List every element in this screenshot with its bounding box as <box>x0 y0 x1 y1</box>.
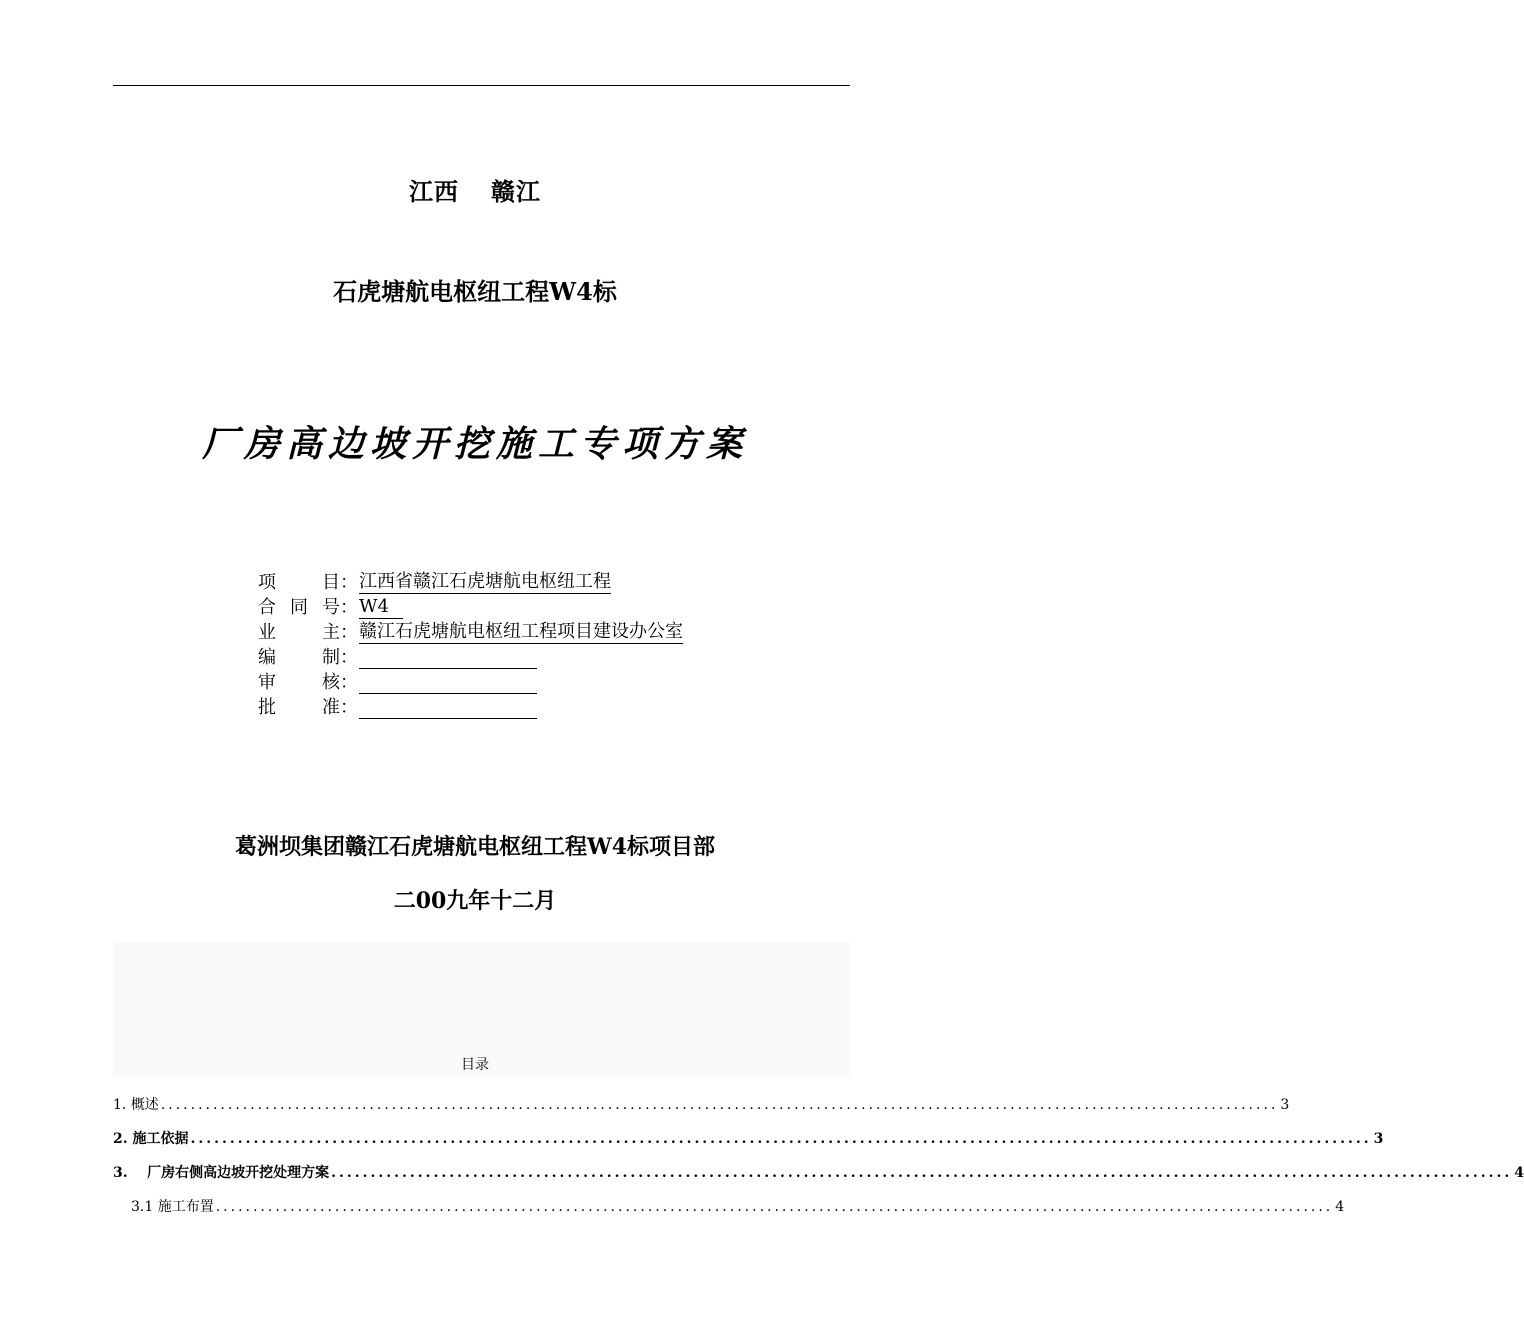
toc-entry[interactable] <box>113 1162 1524 1196</box>
project-title: 石虎塘航电枢纽工程W4标 <box>333 277 617 306</box>
region-river: 赣江 <box>491 177 541 206</box>
document-title: 厂房高边坡开挖施工专项方案 <box>201 423 748 465</box>
company-name: 葛洲坝集团赣江石虎塘航电枢纽工程W4标项目部 <box>234 834 716 860</box>
toc-number: 2. <box>113 1131 128 1147</box>
info-row-project <box>258 570 683 595</box>
toc-page: 4 <box>1514 1165 1524 1181</box>
toc-number: 3. <box>113 1165 128 1181</box>
info-row-contract <box>258 595 683 620</box>
toc-leader-dots: ...................................................................................................................................................... <box>160 1097 1279 1113</box>
info-value-owner: 赣江石虎塘航电枢纽工程项目建设办公室 <box>359 621 683 642</box>
document-date: 二00九年十二月 <box>393 888 557 914</box>
info-colon: ： <box>340 697 358 718</box>
header-rule <box>113 85 850 86</box>
toc-number: 1. <box>113 1097 127 1113</box>
region-heading <box>0 172 950 207</box>
toc-entry[interactable] <box>113 1094 1290 1128</box>
info-colon: ： <box>340 672 358 693</box>
toc-title: 概述 <box>130 1097 159 1113</box>
info-value-project: 江西省赣江石虎塘航电枢纽工程 <box>359 571 611 592</box>
info-row-reviewed <box>258 670 683 695</box>
info-row-owner <box>258 620 683 645</box>
region-province: 江西 <box>409 177 459 206</box>
toc-page: 3 <box>1280 1097 1290 1113</box>
info-block <box>258 570 683 720</box>
info-label: 业主 <box>258 622 340 643</box>
toc-leader-dots: ...................................................................................................................................................... <box>190 1131 1372 1147</box>
info-colon: ： <box>340 647 358 668</box>
table-of-contents <box>113 1094 1524 1230</box>
toc-title: 施工依据 <box>132 1131 189 1147</box>
toc-leader-dots: ...................................................................................................................................................... <box>215 1199 1334 1215</box>
info-colon: ： <box>340 597 358 618</box>
toc-leader-dots: ...................................................................................................................................................... <box>331 1165 1513 1181</box>
info-value-contract: W4 <box>359 596 403 619</box>
toc-heading: 目录 <box>461 1057 489 1073</box>
info-label: 审核 <box>258 672 340 693</box>
toc-page: 4 <box>1335 1199 1345 1215</box>
info-row-prepared <box>258 645 683 670</box>
toc-number: 3.1 <box>131 1199 154 1215</box>
toc-page: 3 <box>1373 1131 1384 1147</box>
info-colon: ： <box>340 622 358 643</box>
info-colon: ： <box>340 572 358 593</box>
info-label: 编制 <box>258 647 340 668</box>
info-label: 项目 <box>258 572 340 593</box>
info-label: 合同号 <box>258 597 340 618</box>
info-value-prepared <box>359 646 537 669</box>
info-value-approved <box>359 696 537 719</box>
info-row-approved <box>258 695 683 720</box>
toc-entry[interactable] <box>113 1196 1345 1230</box>
toc-title: 施工布置 <box>157 1199 214 1215</box>
info-label: 批准 <box>258 697 340 718</box>
toc-title: 厂房右侧高边坡开挖处理方案 <box>147 1165 330 1181</box>
info-value-reviewed <box>359 671 537 694</box>
toc-entry[interactable] <box>113 1128 1384 1162</box>
